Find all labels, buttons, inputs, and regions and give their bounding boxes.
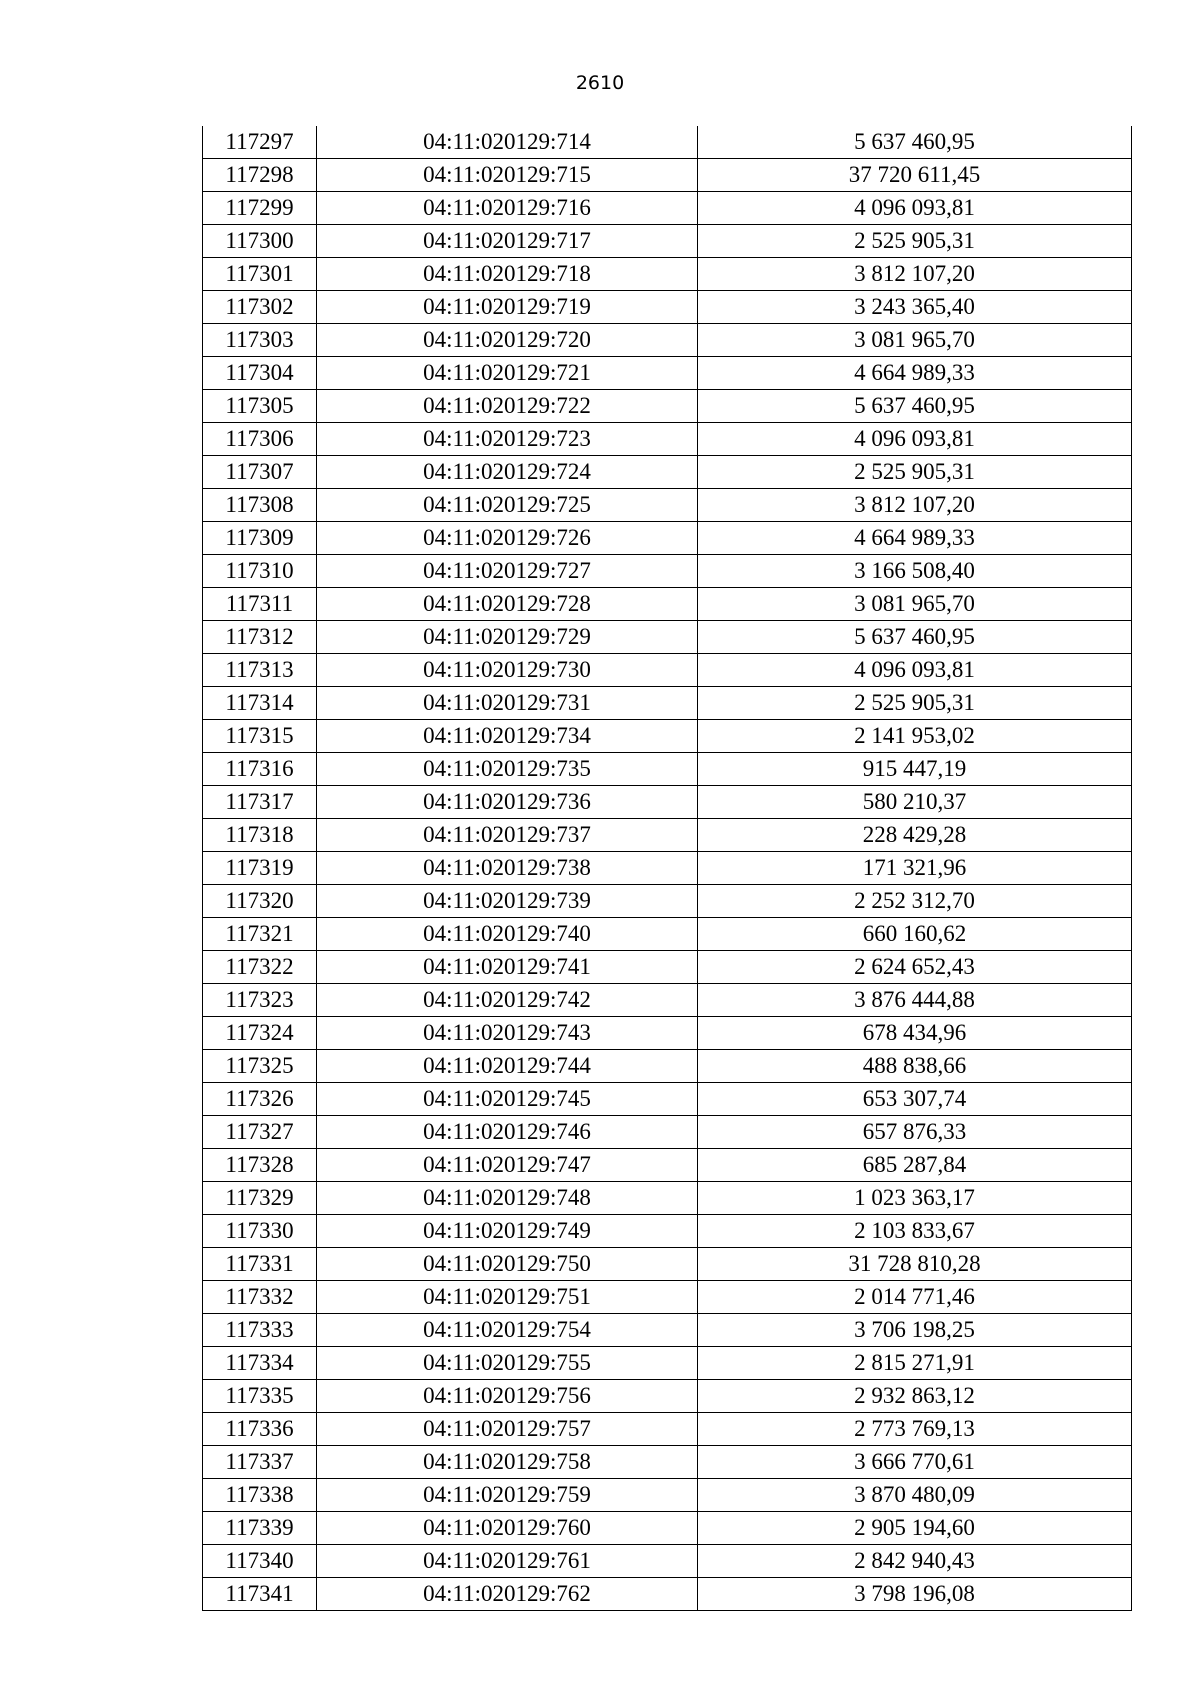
- table-row: [203, 1380, 1132, 1413]
- table-row: [203, 1182, 1132, 1215]
- cadastral-number-cell: 04:11:020129:739: [317, 885, 698, 918]
- cadastral-value-cell: 657 876,33: [698, 1116, 1132, 1149]
- row-id-cell: 117324: [203, 1017, 317, 1050]
- row-id-cell: 117307: [203, 456, 317, 489]
- cadastral-value-cell: 3 243 365,40: [698, 291, 1132, 324]
- table-row: [203, 357, 1132, 390]
- table-row: [203, 621, 1132, 654]
- table-row: [203, 1050, 1132, 1083]
- cadastral-value-cell: 1 023 363,17: [698, 1182, 1132, 1215]
- cadastral-number-cell: 04:11:020129:735: [317, 753, 698, 786]
- cadastral-number-cell: 04:11:020129:751: [317, 1281, 698, 1314]
- cadastral-value-table: [202, 126, 1132, 1611]
- table-row: [203, 1347, 1132, 1380]
- cadastral-value-cell: 2 624 652,43: [698, 951, 1132, 984]
- cadastral-number-cell: 04:11:020129:728: [317, 588, 698, 621]
- row-id-cell: 117338: [203, 1479, 317, 1512]
- table-row: [203, 1578, 1132, 1611]
- row-id-cell: 117327: [203, 1116, 317, 1149]
- cadastral-value-cell: 3 081 965,70: [698, 588, 1132, 621]
- table-row: [203, 489, 1132, 522]
- table-row: [203, 1413, 1132, 1446]
- cadastral-value-cell: 5 637 460,95: [698, 390, 1132, 423]
- table-row: [203, 423, 1132, 456]
- cadastral-value-cell: 2 525 905,31: [698, 225, 1132, 258]
- table-row: [203, 720, 1132, 753]
- cadastral-number-cell: 04:11:020129:725: [317, 489, 698, 522]
- table-row: [203, 654, 1132, 687]
- table-row: [203, 258, 1132, 291]
- table-row: [203, 1116, 1132, 1149]
- table-body: [203, 126, 1132, 1611]
- cadastral-number-cell: 04:11:020129:717: [317, 225, 698, 258]
- row-id-cell: 117299: [203, 192, 317, 225]
- table-row: [203, 390, 1132, 423]
- row-id-cell: 117326: [203, 1083, 317, 1116]
- table-row: [203, 687, 1132, 720]
- cadastral-number-cell: 04:11:020129:744: [317, 1050, 698, 1083]
- cadastral-value-cell: 3 876 444,88: [698, 984, 1132, 1017]
- table-row: [203, 1512, 1132, 1545]
- cadastral-number-cell: 04:11:020129:714: [317, 126, 698, 159]
- cadastral-number-cell: 04:11:020129:718: [317, 258, 698, 291]
- row-id-cell: 117303: [203, 324, 317, 357]
- table-row: [203, 951, 1132, 984]
- table-row: [203, 192, 1132, 225]
- row-id-cell: 117323: [203, 984, 317, 1017]
- row-id-cell: 117297: [203, 126, 317, 159]
- table-row: [203, 1149, 1132, 1182]
- cadastral-number-cell: 04:11:020129:760: [317, 1512, 698, 1545]
- cadastral-value-cell: 4 664 989,33: [698, 522, 1132, 555]
- cadastral-number-cell: 04:11:020129:719: [317, 291, 698, 324]
- cadastral-number-cell: 04:11:020129:724: [317, 456, 698, 489]
- table-row: [203, 1479, 1132, 1512]
- cadastral-number-cell: 04:11:020129:722: [317, 390, 698, 423]
- row-id-cell: 117305: [203, 390, 317, 423]
- row-id-cell: 117335: [203, 1380, 317, 1413]
- cadastral-number-cell: 04:11:020129:730: [317, 654, 698, 687]
- row-id-cell: 117336: [203, 1413, 317, 1446]
- cadastral-number-cell: 04:11:020129:721: [317, 357, 698, 390]
- table-row: [203, 1545, 1132, 1578]
- table-row: [203, 1083, 1132, 1116]
- row-id-cell: 117340: [203, 1545, 317, 1578]
- cadastral-value-cell: 3 812 107,20: [698, 489, 1132, 522]
- cadastral-value-cell: 3 706 198,25: [698, 1314, 1132, 1347]
- cadastral-number-cell: 04:11:020129:761: [317, 1545, 698, 1578]
- row-id-cell: 117316: [203, 753, 317, 786]
- row-id-cell: 117332: [203, 1281, 317, 1314]
- cadastral-value-cell: 2 842 940,43: [698, 1545, 1132, 1578]
- cadastral-number-cell: 04:11:020129:748: [317, 1182, 698, 1215]
- table-row: [203, 786, 1132, 819]
- row-id-cell: 117321: [203, 918, 317, 951]
- cadastral-number-cell: 04:11:020129:741: [317, 951, 698, 984]
- cadastral-number-cell: 04:11:020129:738: [317, 852, 698, 885]
- row-id-cell: 117333: [203, 1314, 317, 1347]
- table-row: [203, 984, 1132, 1017]
- cadastral-value-cell: 3 798 196,08: [698, 1578, 1132, 1611]
- row-id-cell: 117309: [203, 522, 317, 555]
- cadastral-number-cell: 04:11:020129:742: [317, 984, 698, 1017]
- cadastral-number-cell: 04:11:020129:750: [317, 1248, 698, 1281]
- table-row: [203, 291, 1132, 324]
- cadastral-value-cell: 4 664 989,33: [698, 357, 1132, 390]
- cadastral-value-cell: 2 014 771,46: [698, 1281, 1132, 1314]
- cadastral-number-cell: 04:11:020129:756: [317, 1380, 698, 1413]
- cadastral-value-cell: 4 096 093,81: [698, 654, 1132, 687]
- cadastral-number-cell: 04:11:020129:758: [317, 1446, 698, 1479]
- cadastral-value-cell: 915 447,19: [698, 753, 1132, 786]
- cadastral-value-cell: 2 525 905,31: [698, 456, 1132, 489]
- row-id-cell: 117313: [203, 654, 317, 687]
- table-row: [203, 555, 1132, 588]
- cadastral-number-cell: 04:11:020129:720: [317, 324, 698, 357]
- row-id-cell: 117310: [203, 555, 317, 588]
- row-id-cell: 117322: [203, 951, 317, 984]
- row-id-cell: 117300: [203, 225, 317, 258]
- row-id-cell: 117302: [203, 291, 317, 324]
- table-row: [203, 1017, 1132, 1050]
- cadastral-value-cell: 660 160,62: [698, 918, 1132, 951]
- row-id-cell: 117298: [203, 159, 317, 192]
- cadastral-number-cell: 04:11:020129:740: [317, 918, 698, 951]
- row-id-cell: 117331: [203, 1248, 317, 1281]
- cadastral-value-cell: 685 287,84: [698, 1149, 1132, 1182]
- table-row: [203, 1248, 1132, 1281]
- row-id-cell: 117308: [203, 489, 317, 522]
- cadastral-value-cell: 580 210,37: [698, 786, 1132, 819]
- cadastral-number-cell: 04:11:020129:759: [317, 1479, 698, 1512]
- cadastral-value-cell: 4 096 093,81: [698, 192, 1132, 225]
- cadastral-value-cell: 653 307,74: [698, 1083, 1132, 1116]
- cadastral-number-cell: 04:11:020129:726: [317, 522, 698, 555]
- cadastral-number-cell: 04:11:020129:743: [317, 1017, 698, 1050]
- row-id-cell: 117329: [203, 1182, 317, 1215]
- row-id-cell: 117312: [203, 621, 317, 654]
- cadastral-value-cell: 5 637 460,95: [698, 126, 1132, 159]
- cadastral-value-cell: 3 666 770,61: [698, 1446, 1132, 1479]
- cadastral-value-cell: 3 870 480,09: [698, 1479, 1132, 1512]
- cadastral-number-cell: 04:11:020129:716: [317, 192, 698, 225]
- cadastral-value-cell: 5 637 460,95: [698, 621, 1132, 654]
- row-id-cell: 117301: [203, 258, 317, 291]
- row-id-cell: 117330: [203, 1215, 317, 1248]
- cadastral-number-cell: 04:11:020129:729: [317, 621, 698, 654]
- cadastral-value-cell: 678 434,96: [698, 1017, 1132, 1050]
- row-id-cell: 117325: [203, 1050, 317, 1083]
- table-row: [203, 1215, 1132, 1248]
- table-row: [203, 324, 1132, 357]
- row-id-cell: 117337: [203, 1446, 317, 1479]
- cadastral-number-cell: 04:11:020129:749: [317, 1215, 698, 1248]
- cadastral-number-cell: 04:11:020129:723: [317, 423, 698, 456]
- table-row: [203, 753, 1132, 786]
- table-row: [203, 885, 1132, 918]
- cadastral-value-cell: 2 141 953,02: [698, 720, 1132, 753]
- table-row: [203, 819, 1132, 852]
- cadastral-number-cell: 04:11:020129:747: [317, 1149, 698, 1182]
- cadastral-value-cell: 2 525 905,31: [698, 687, 1132, 720]
- table-row: [203, 1446, 1132, 1479]
- cadastral-number-cell: 04:11:020129:736: [317, 786, 698, 819]
- row-id-cell: 117339: [203, 1512, 317, 1545]
- table-row: [203, 456, 1132, 489]
- row-id-cell: 117311: [203, 588, 317, 621]
- table-row: [203, 918, 1132, 951]
- table-row: [203, 225, 1132, 258]
- cadastral-value-cell: 3 166 508,40: [698, 555, 1132, 588]
- row-id-cell: 117318: [203, 819, 317, 852]
- cadastral-value-cell: 4 096 093,81: [698, 423, 1132, 456]
- cadastral-number-cell: 04:11:020129:754: [317, 1314, 698, 1347]
- cadastral-value-cell: 2 932 863,12: [698, 1380, 1132, 1413]
- row-id-cell: 117306: [203, 423, 317, 456]
- row-id-cell: 117314: [203, 687, 317, 720]
- cadastral-number-cell: 04:11:020129:715: [317, 159, 698, 192]
- table-row: [203, 126, 1132, 159]
- table-row: [203, 588, 1132, 621]
- table-row: [203, 852, 1132, 885]
- cadastral-value-cell: 37 720 611,45: [698, 159, 1132, 192]
- cadastral-number-cell: 04:11:020129:762: [317, 1578, 698, 1611]
- cadastral-value-cell: 2 773 769,13: [698, 1413, 1132, 1446]
- row-id-cell: 117315: [203, 720, 317, 753]
- table-row: [203, 522, 1132, 555]
- cadastral-number-cell: 04:11:020129:737: [317, 819, 698, 852]
- cadastral-number-cell: 04:11:020129:757: [317, 1413, 698, 1446]
- cadastral-number-cell: 04:11:020129:727: [317, 555, 698, 588]
- cadastral-number-cell: 04:11:020129:734: [317, 720, 698, 753]
- row-id-cell: 117341: [203, 1578, 317, 1611]
- table-row: [203, 1314, 1132, 1347]
- cadastral-value-cell: 2 252 312,70: [698, 885, 1132, 918]
- cadastral-value-cell: 2 815 271,91: [698, 1347, 1132, 1380]
- cadastral-value-cell: 2 905 194,60: [698, 1512, 1132, 1545]
- table-row: [203, 1281, 1132, 1314]
- cadastral-value-cell: 488 838,66: [698, 1050, 1132, 1083]
- cadastral-number-cell: 04:11:020129:731: [317, 687, 698, 720]
- page-number: 2610: [575, 72, 625, 94]
- cadastral-number-cell: 04:11:020129:755: [317, 1347, 698, 1380]
- cadastral-value-cell: 3 812 107,20: [698, 258, 1132, 291]
- row-id-cell: 117317: [203, 786, 317, 819]
- cadastral-value-cell: 171 321,96: [698, 852, 1132, 885]
- row-id-cell: 117320: [203, 885, 317, 918]
- row-id-cell: 117328: [203, 1149, 317, 1182]
- row-id-cell: 117304: [203, 357, 317, 390]
- cadastral-value-cell: 3 081 965,70: [698, 324, 1132, 357]
- row-id-cell: 117334: [203, 1347, 317, 1380]
- cadastral-value-cell: 228 429,28: [698, 819, 1132, 852]
- cadastral-value-cell: 31 728 810,28: [698, 1248, 1132, 1281]
- cadastral-number-cell: 04:11:020129:745: [317, 1083, 698, 1116]
- row-id-cell: 117319: [203, 852, 317, 885]
- table-row: [203, 159, 1132, 192]
- cadastral-number-cell: 04:11:020129:746: [317, 1116, 698, 1149]
- cadastral-value-cell: 2 103 833,67: [698, 1215, 1132, 1248]
